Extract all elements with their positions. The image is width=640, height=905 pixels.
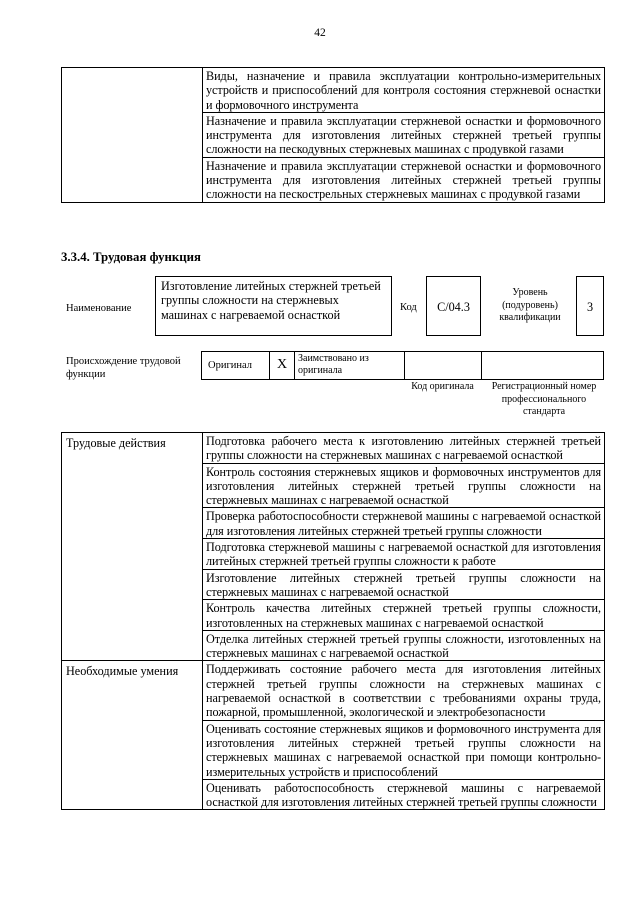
table-row: [62, 68, 605, 113]
labor-action-item: Подготовка стержневой машины с нагреваемой оснасткой для изготовления литейных стержней третьей группы сложности к работе: [203, 539, 605, 570]
labor-action-item: Контроль качества литейных стержней третьей группы сложности, изготовленных на стержневых машинах с нагреваемой оснасткой: [203, 600, 605, 631]
labor-action-item: Подготовка рабочего места к изготовлению литейных стержней третьей группы сложности на стержневых машинах с нагреваемой оснасткой: [203, 433, 605, 464]
page-number: 42: [314, 27, 326, 39]
knowledge-table-continuation: [61, 67, 605, 203]
skill-item: Оценивать работоспособность стержневой машины с нагреваемой оснасткой для изготовления литейных стержней третьей группы сложности: [203, 779, 605, 810]
labor-action-item: Отделка литейных стержней третьей группы сложности, изготовленных на стержневых машинах с нагреваемой оснасткой: [203, 630, 605, 661]
empty-label-cell: [62, 68, 203, 203]
required-skills-label: Необходимые умения: [62, 661, 203, 810]
table-row: [62, 661, 605, 720]
table-row: [62, 433, 605, 464]
function-name-box: Изготовление литейных стержней третьей группы сложности на стержневых машинах с нагреваемой оснасткой: [155, 276, 392, 336]
registration-number-caption: Регистрационный номер профессионального стандарта: [491, 381, 597, 417]
qualification-level-box: 3: [576, 276, 604, 336]
qualification-level-label: Уровень (подуровень) квалификации: [499, 287, 561, 323]
function-details-table: [61, 432, 605, 810]
original-code-caption: Код оригинала: [411, 381, 474, 392]
origin-label: Происхождение трудовой функции: [66, 356, 181, 380]
skill-item: Оценивать состояние стержневых ящиков и формовочного инструмента для изготовления литейных стержней третьей группы сложности на стержневых машинах с нагреваемой оснасткой при помощи контрольно-измерительных устройств и приспособлений: [203, 720, 605, 779]
original-code-cell: [405, 352, 482, 379]
labor-actions-label: Трудовые действия: [62, 433, 203, 661]
labor-action-item: Контроль состояния стержневых ящиков и формовочных инструментов для изготовления литейных стержней третьей группы сложности на стержневых машинах с нагреваемой оснасткой: [203, 463, 605, 508]
origin-row: [201, 351, 604, 380]
knowledge-item: Виды, назначение и правила эксплуатации контрольно-измерительных устройств и приспособлений для контроля состояния стержневой оснастки и формовочного инструмента: [203, 68, 605, 113]
registration-number-cell: [482, 352, 603, 379]
knowledge-item: Назначение и правила эксплуатации стержневой оснастки и формовочного инструмента для изготовления литейных стержней третьей группы сложности на пескодувных стержневых машинах с продувкой газами: [203, 112, 605, 157]
skill-item: Поддерживать состояние рабочего места для изготовления литейных стержней третьей группы сложности на стержневых машинах с нагреваемой оснасткой в соответствии с требованиями охраны труда, пожарной, промышленной, экологической и электробезопасности: [203, 661, 605, 720]
labor-action-item: Проверка работоспособности стержневой машины с нагреваемой оснасткой для изготовления литейных стержней третьей группы сложности: [203, 508, 605, 539]
original-mark: X: [270, 352, 295, 379]
original-label: Оригинал: [202, 352, 270, 379]
labor-action-item: Изготовление литейных стержней третьей группы сложности на стержневых машинах с нагреваемой оснасткой: [203, 569, 605, 600]
section-title: 3.3.4. Трудовая функция: [61, 250, 201, 264]
knowledge-item: Назначение и правила эксплуатации стержневой оснастки и формовочного инструмента для изготовления литейных стержней третьей группы сложности на пескострельных стержневых машинах с продувкой газами: [203, 157, 605, 202]
borrowed-label: Заимствовано из оригинала: [295, 352, 405, 379]
code-label: Код: [400, 302, 417, 313]
code-value-box: C/04.3: [426, 276, 481, 336]
name-label: Наименование: [66, 303, 132, 314]
